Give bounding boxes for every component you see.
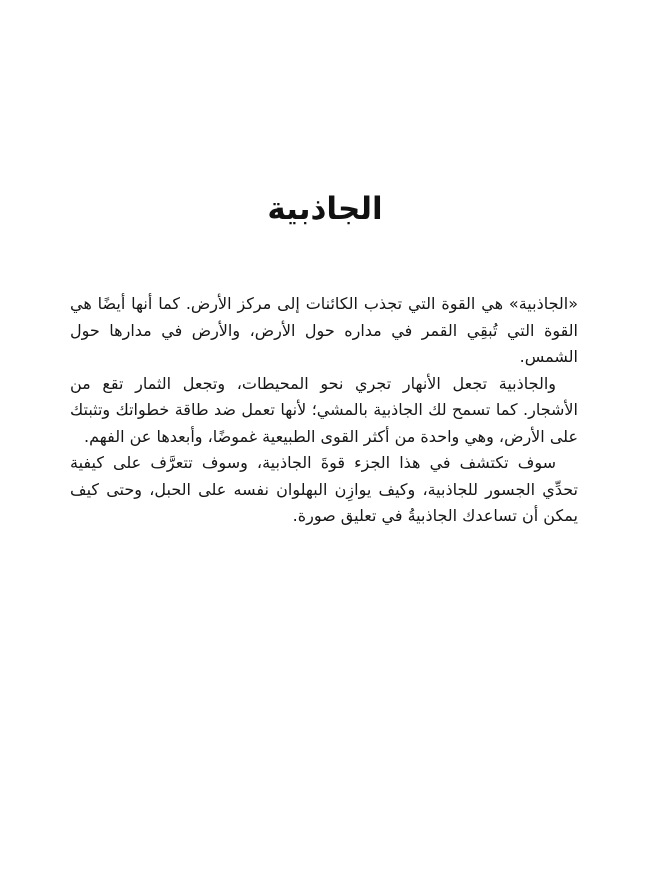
body-text: [70, 291, 578, 530]
page-title: الجاذبية: [267, 190, 383, 227]
paragraph-effects: والجاذبية تجعل الأنهار تجري نحو المحيطات، وتجعل الثمار تقع من الأشجار. كما تسمح لك الجاذبية بالمشي؛ لأنها تعمل ضد طاقة خطواتك وتثبتك على الأرض، وهي واحدة من أكثر القوى الطبيعية غموضًا، وأبعدها عن الفهم.: [70, 373, 578, 446]
paragraph-definition: «الجاذبية» هي القوة التي تجذب الكائنات إلى مركز الأرض. كما أنها أيضًا هي القوة التي تُبقِي القمر في مداره حول الأرض، والأرض في مدارها حول الشمس.: [70, 294, 578, 366]
paragraph-section-overview: سوف تكتشف في هذا الجزء قوةَ الجاذبية، وسوف تتعرَّف على كيفية تحدِّي الجسور للجاذبية، وكيف يوازِن البهلوان نفسه على الحبل، وحتى كيف يمكن أن تساعدك الجاذبيةُ في تعليق صورة.: [70, 453, 578, 525]
